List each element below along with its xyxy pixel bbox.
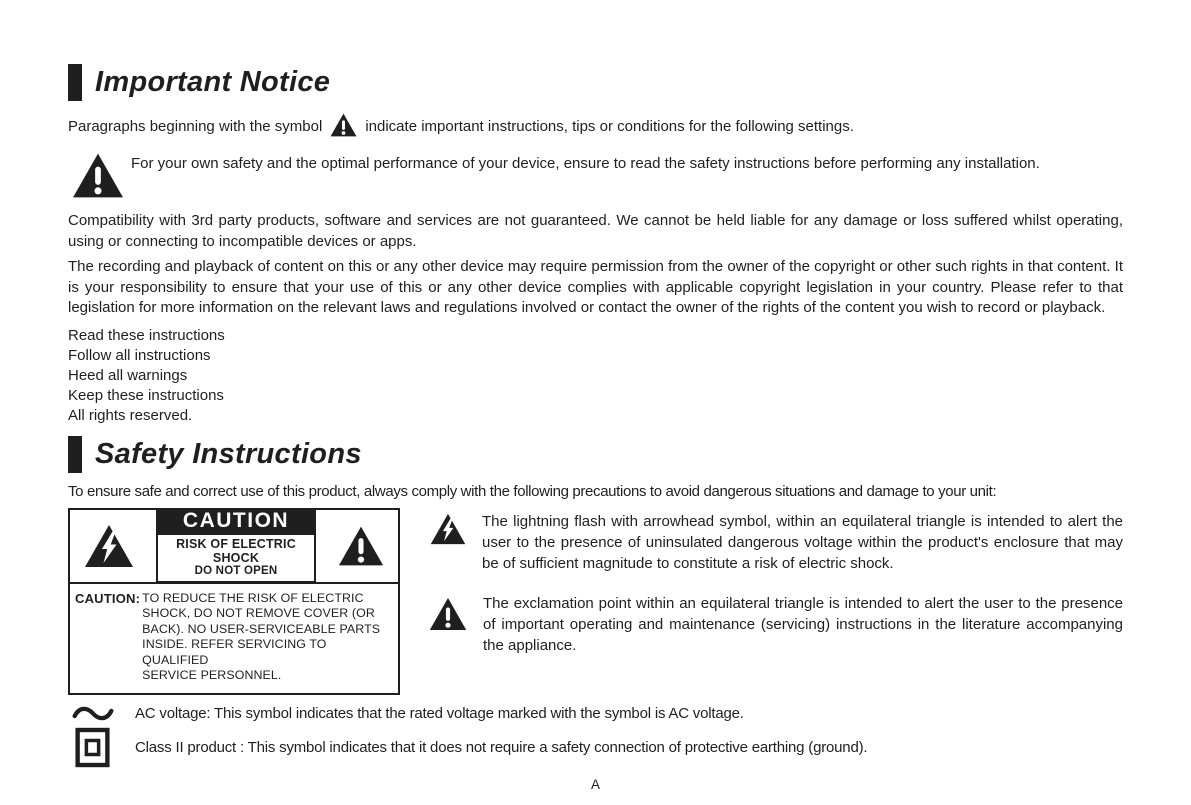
- section-title: Safety Instructions: [95, 438, 362, 470]
- safety-instructions-heading: [68, 435, 1123, 475]
- heading-accent-bar: [68, 64, 82, 101]
- caution-box: [68, 508, 400, 696]
- compatibility-paragraph: Compatibility with 3rd party products, software and services are not guaranteed. We cannot be held liable for any damage or loss suffered whilst operating, using or connecting to incompatible devices or apps.: [68, 212, 1123, 250]
- safety-note: [68, 150, 1123, 199]
- warning-triangle-icon: [330, 113, 357, 137]
- class-ii-text: Class II product : This symbol indicates that it does not require a safety connection of protective earthing (ground).: [135, 739, 868, 757]
- page-footer: [68, 777, 1123, 792]
- symbol-text-after: indicate important instructions, tips or conditions for the following settings.: [365, 118, 854, 135]
- heading-accent-bar: [68, 436, 82, 473]
- caution-body-line: INSIDE. REFER SERVICING TO QUALIFIED: [142, 637, 327, 667]
- exclamation-explanation-text: The exclamation point within an equilateral triangle is intended to alert the user to the presence of important operating and maintenance (servicing) instructions in the literature accompanying the appliance.: [483, 594, 1123, 654]
- ac-voltage-text: AC voltage: This symbol indicates that the rated voltage marked with the symbol is AC voltage.: [135, 705, 744, 723]
- caution-body-line: TO REDUCE THE RISK OF ELECTRIC: [142, 590, 364, 605]
- symbol-explanation-paragraph: [68, 112, 1123, 142]
- safety-intro-text: To ensure safe and correct use of this product, always comply with the following precautions to avoid dangerous situations and damage to your unit:: [68, 482, 997, 500]
- important-notice-heading: [68, 62, 1123, 102]
- exclamation-explanation: [428, 593, 1123, 656]
- safety-note-text: For your own safety and the optimal performance of your device, ensure to read the safety instructions before performing any installation.: [131, 155, 1040, 172]
- lightning-explanation-text: The lightning flash with arrowhead symbol, within an equilateral triangle is intended to alert the user to the presence of uninsulated dangerous voltage within the product's enclosure that may be of sufficient magnitude to constitute a risk of electric shock.: [482, 512, 1123, 572]
- caution-body-line: BACK). NO USER-SERVICEABLE PARTS: [142, 621, 381, 636]
- risk-line-2: DO NOT OPEN: [194, 565, 278, 577]
- safety-columns: [68, 508, 1123, 696]
- caution-body-line: SHOCK, DO NOT REMOVE COVER (OR: [142, 606, 375, 621]
- caution-body-line: SERVICE PERSONNEL.: [142, 668, 282, 683]
- lightning-triangle-icon: [430, 513, 466, 545]
- caution-statement: [70, 582, 398, 694]
- warning-triangle-icon: [72, 152, 124, 199]
- exclamation-triangle-icon: [338, 525, 384, 567]
- copyright-paragraph: The recording and playback of content on this or any other device may require permission from the owner of the copyright or other such rights in that content. It is your responsibility to ensure that your use of this or any other device complies with applicable copyright legislation in your country. Please refer to that legislation for more information on the relevant laws and regulations involved or contact the owner of the rights of the content you wish to record or playback.: [68, 258, 1123, 316]
- caution-center-label: [156, 508, 316, 583]
- class-ii-double-square-icon: [75, 727, 110, 768]
- exclamation-triangle-icon: [429, 597, 467, 631]
- instruction-line: Follow all instructions: [68, 346, 211, 364]
- instruction-line: All rights reserved.: [68, 406, 193, 424]
- class-ii-row: [68, 727, 1123, 768]
- risk-line-1: RISK OF ELECTRIC SHOCK: [176, 537, 296, 565]
- instruction-line: Heed all warnings: [68, 366, 188, 384]
- symbol-text-before: Paragraphs beginning with the symbol: [68, 118, 323, 135]
- caution-label: CAUTION:: [75, 590, 141, 606]
- lightning-explanation: [428, 511, 1123, 574]
- instructions-list: [68, 326, 1123, 426]
- symbol-explanations: [428, 508, 1123, 696]
- caution-banner: CAUTION: [156, 508, 316, 533]
- caution-box-top: [70, 510, 398, 582]
- lightning-triangle-icon: [84, 524, 134, 568]
- risk-of-shock-box: [156, 533, 316, 583]
- ac-voltage-sine-icon: [72, 705, 114, 722]
- instruction-line: Read these instructions: [68, 326, 225, 344]
- section-title: Important Notice: [95, 65, 331, 98]
- instruction-line: Keep these instructions: [68, 386, 224, 404]
- caution-body: [142, 591, 394, 685]
- page-number: A: [590, 777, 600, 793]
- ac-voltage-row: [68, 705, 1123, 722]
